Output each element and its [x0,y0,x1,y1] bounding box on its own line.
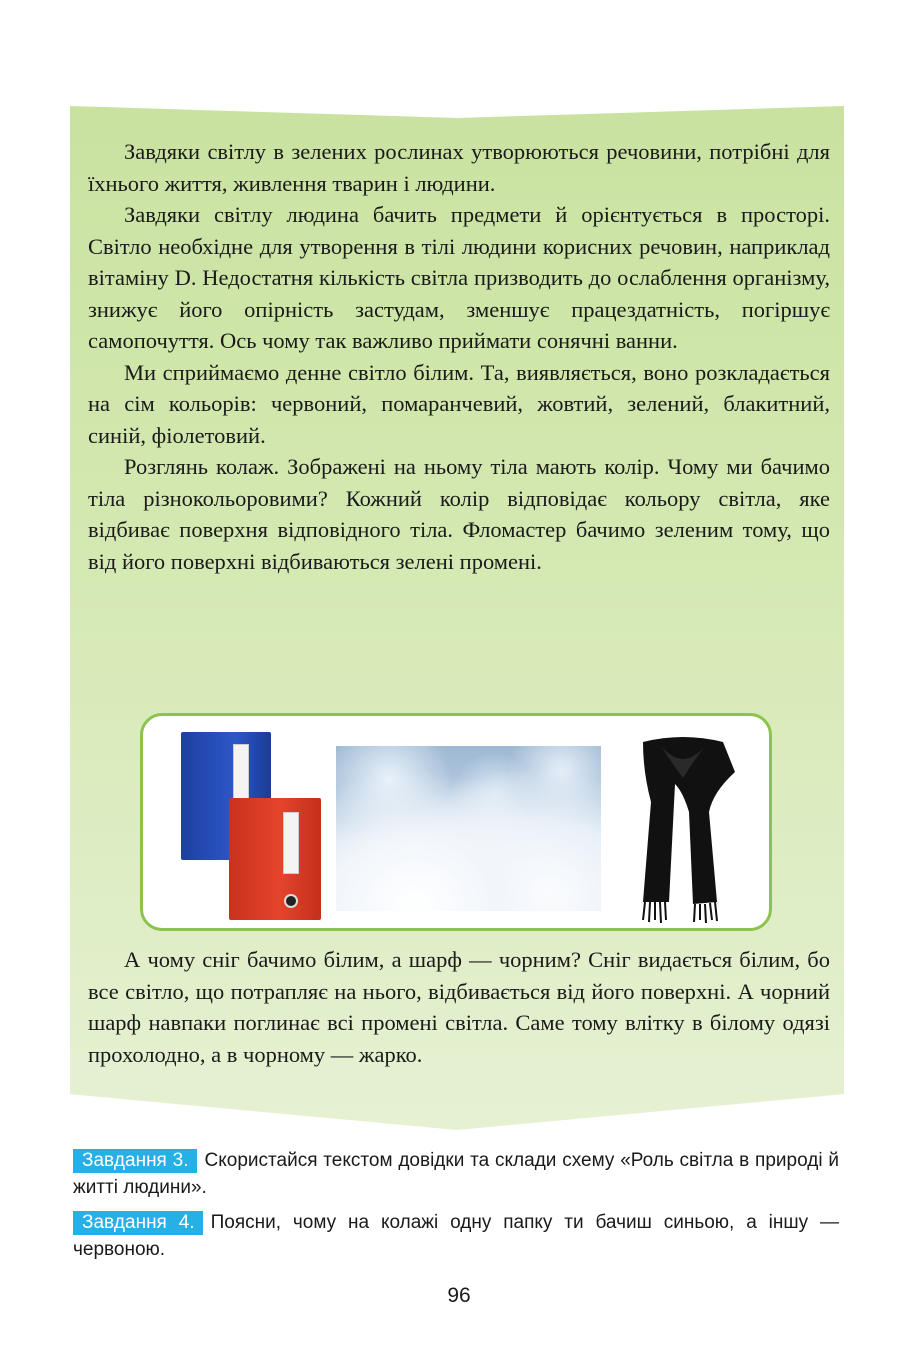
paragraph-5: А чому сніг бачимо білим, а шарф — чорним? Сніг видається білим, бо все світло, що потрапляє на нього, відбивається від його поверхні. А чорний шарф навпаки поглинає всі промені світла. Саме тому влітку в білому одязі прохолодно, а в чорному — жарко. [88,947,830,1067]
main-text-bottom [88,944,830,1070]
paragraph-4: Розглянь колаж. Зображені на ньому тіла мають колір. Чому ми бачимо тіла різнокольоровими? Кожний колір відповідає кольору світла, яке відбиває поверхня відповідного тіла. Фломастер бачимо зеленим тому, що від його поверхні відбиваються зелені промені. [88,454,830,574]
task-4-label: Завдання 4. [73,1211,203,1235]
task-3-text: Скористайся текстом довідки та склади схему «Роль світла в природі й житті людини». [73,1150,839,1198]
task-4-text: Поясни, чому на колажі одну папку ти бачиш синьою, а іншу — червоною. [73,1212,839,1260]
task-3 [73,1147,839,1201]
paragraph-2: Завдяки світлу людина бачить предмети й орієнтується в просторі. Світло необхідне для утворення в тілі людини корисних речовин, наприклад вітаміну D. Недостатня кількість світла призводить до ослаблення організму, знижує його опірність застудам, зменшує працездатність, погіршує самопочуття. Ось чому так важливо приймати сонячні ванни. [88,202,830,353]
snow-image [336,746,601,911]
paragraph-3: Ми сприймаємо денне світло білим. Та, виявляється, воно розкладається на сім кольорів: червоний, помаранчевий, жовтий, зелений, блакитний, синій, фіолетовий. [88,359,830,448]
red-binder-image [229,798,321,920]
task-3-label: Завдання 3. [73,1149,197,1173]
paragraph-1: Завдяки світлу в зелених рослинах утворюються речовини, потрібні для їхнього життя, живлення тварин і людини. [88,139,830,196]
black-scarf-image [613,732,753,927]
collage [140,713,772,931]
page-number: 96 [447,1284,471,1307]
task-4 [73,1209,839,1263]
main-text-top [88,136,830,577]
